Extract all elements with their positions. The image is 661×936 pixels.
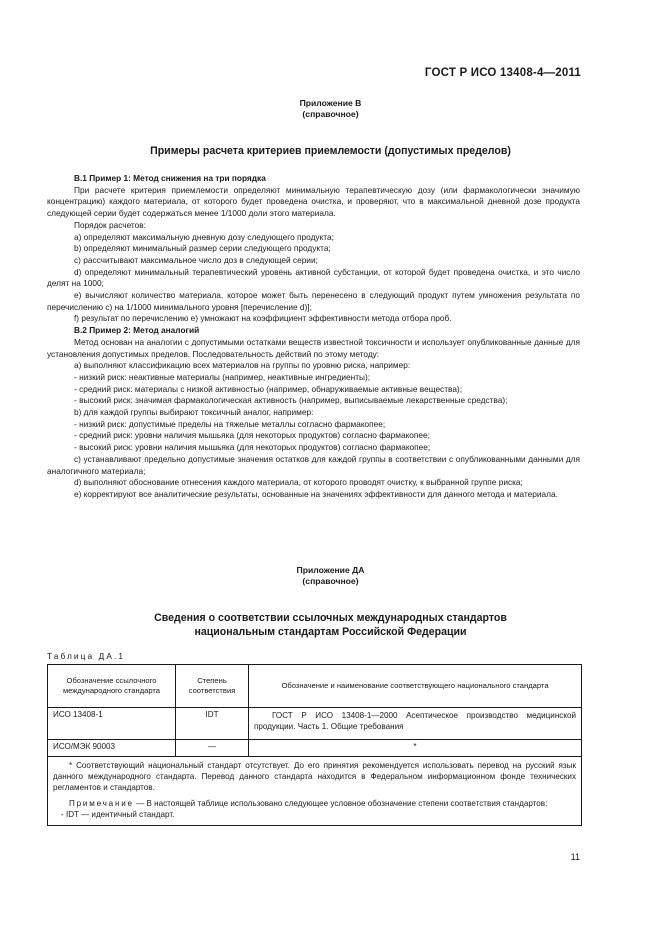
annex-da-title-line1: Сведения о соответствии ссылочных международных стандартов: [154, 612, 507, 624]
list-item: - высокий риск: значимая фармакологическая активность (например, выписываемые лекарственные средства);: [74, 395, 508, 406]
list-item: е) корректируют все аналитические результаты, основанные на значениях эффективности для данного метода и материала.: [74, 488, 558, 499]
annex-da-label: Приложение ДА: [296, 565, 365, 575]
list-item: е) вычисляют количество материала, которое может быть перенесено в следующий продукт путем умножения результата по перечислению с) на 1/1000 минимального уровня [перечисление d)];: [47, 290, 580, 312]
table-notes: [53, 761, 576, 821]
note-label: Примечание: [69, 799, 134, 809]
paragraph: Порядок расчетов:: [74, 219, 146, 230]
list-item: b) определяют минимальный размер серии следующего продукта;: [74, 243, 331, 254]
cell-degree: —: [176, 740, 249, 757]
cell-national: *: [249, 740, 582, 757]
note-paragraph: [53, 799, 576, 810]
paragraph: При расчете критерия приемлемости определяют минимальную терапевтическую дозу (или фармакологически значимую концентрацию) каждого материала, от которого будет проведена очистка, и проверяют, что в максимальной дневной дозе продукта следующей серии будет содержаться менее 1/1000 доли этого материала.: [47, 184, 580, 219]
column-header-reference: Обозначение ссылочного международного стандарта: [48, 665, 176, 708]
section-heading-b1: В.1 Пример 1: Метод снижения на три порядка: [74, 173, 266, 183]
table-caption: Таблица ДА.1: [47, 651, 126, 661]
table-footnote-row: [48, 757, 582, 826]
cell-degree: IDT: [176, 708, 249, 740]
page-number: 11: [570, 852, 580, 862]
standards-table: [47, 664, 582, 826]
paragraph: Метод основан на аналогии с допустимыми остатками веществ известной токсичности и использует опубликованные данные для установления допустимых пределов. Последовательность действий по этому методу:: [47, 336, 580, 359]
list-item: - высокий риск: уровни наличия мышьяка (для некоторых продуктов) согласно фармакопее;: [74, 442, 431, 453]
cell-reference: ИСО/МЭК 90003: [48, 740, 176, 757]
list-item: - низкий риск: допустимые пределы на тяжелые металлы согласно фармакопее;: [74, 418, 386, 429]
annex-da-title-line2: национальным стандартам Российской Федерации: [194, 626, 467, 638]
list-item: с) рассчитывают максимальное число доз в следующей серии;: [74, 254, 318, 265]
note-item: - IDT — идентичный стандарт.: [61, 810, 175, 820]
cell-national: ГОСТ Р ИСО 13408-1—2000 Асептическое производство медицинской продукции. Часть 1. Общие требования: [249, 708, 582, 740]
cell-reference: ИСО 13408-1: [48, 708, 176, 740]
annex-b-body: [47, 173, 580, 501]
list-item: а) выполняют классификацию всех материалов на группы по уровню риска, например:: [74, 360, 411, 371]
table-row: [48, 708, 582, 740]
column-header-national: Обозначение и наименование соответствующего национального стандарта: [249, 665, 582, 708]
list-item: f) результат по перечислению е) умножают на коэффициент эффективности метода отбора проб.: [74, 313, 452, 324]
note-text: — В настоящей таблице использовано следующее условное обозначение степени соответствия стандартов:: [133, 799, 548, 809]
annex-b-label: Приложение В: [299, 98, 362, 108]
list-item: а) определяют максимальную дневную дозу следующего продукта;: [74, 231, 334, 242]
list-item: - средний риск: материалы с низкой активностью (например, обнаруживаемые активные вещества);: [74, 383, 463, 394]
annex-b-note: (справочное): [302, 109, 359, 119]
table-row: [48, 740, 582, 757]
list-item: b) для каждой группы выбирают токсичный аналог, например:: [74, 407, 314, 418]
annex-da-note: (справочное): [302, 576, 359, 586]
document-code: ГОСТ Р ИСО 13408-4—2011: [424, 67, 581, 79]
list-item: - средний риск: уровни наличия мышьяка (для некоторых продуктов) согласно фармакопее;: [74, 430, 430, 441]
list-item: d) выполняют обоснование отнесения каждого материала, от которого проводят очистку, к выбранной группе риска;: [74, 477, 523, 488]
list-item: - низкий риск: неактивные материалы (например, неактивные ингредиенты);: [74, 371, 371, 382]
section-heading-b2: В.2 Пример 2: Метод аналогий: [74, 325, 200, 336]
table-footnote-cell: [48, 757, 582, 826]
annex-b-title: Примеры расчета критериев приемлемости (допустимых пределов): [150, 145, 511, 157]
column-header-degree: Степень соответствия: [176, 665, 249, 708]
list-item: d) определяют минимальный терапевтический уровень активной субстанции, от которой будет проведена очистка, и это число делят на 1000;: [47, 266, 580, 289]
table-header-row: [48, 665, 582, 708]
footnote-text: * Соответствующий национальный стандарт отсутствует. До его принятия рекомендуется использовать перевод на русский язык данного международного стандарта. Перевод данного стандарта находится в Федеральном информационном фонде технических регламентов и стандартов.: [53, 761, 576, 792]
list-item: с) устанавливают предельно допустимые значения остатков для каждой группы в соответствии с опубликованными данными для аналогичного материала;: [47, 453, 580, 476]
